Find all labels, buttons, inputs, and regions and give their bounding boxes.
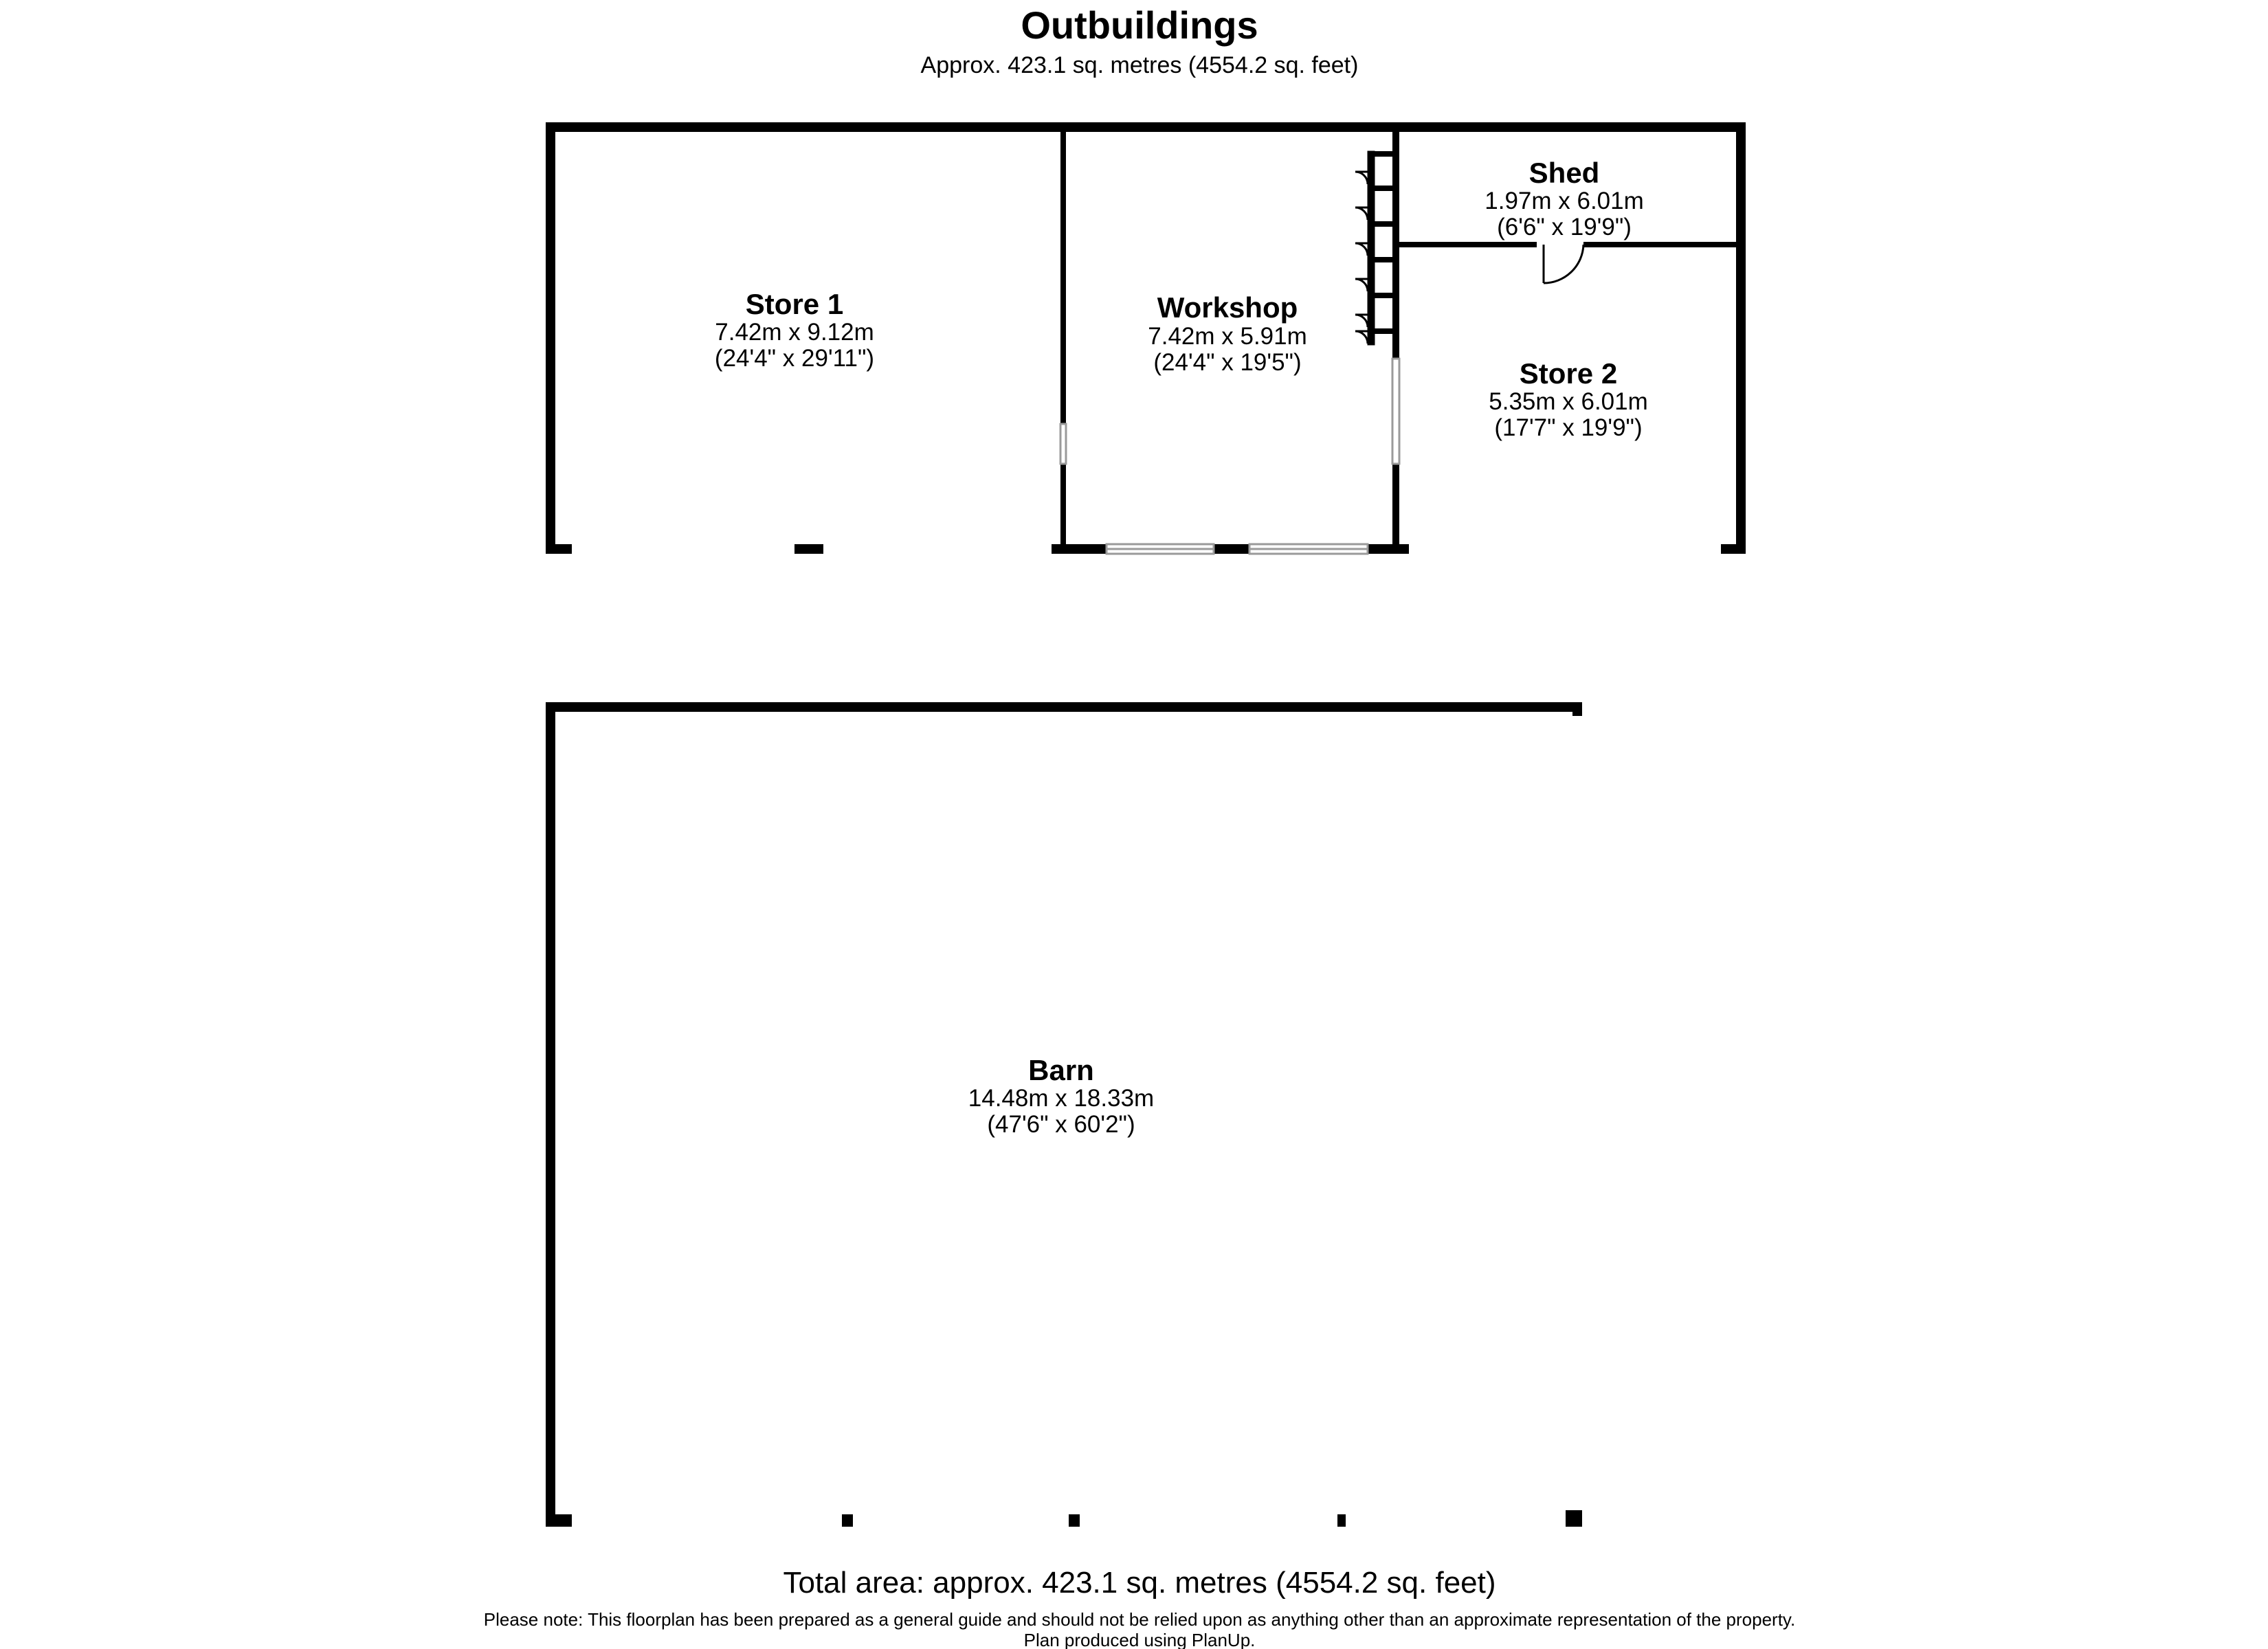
room-metric: 5.35m x 6.01m — [1489, 388, 1648, 415]
room-label-shed — [1485, 157, 1644, 240]
room-imperial: (47'6" x 60'2") — [987, 1111, 1135, 1138]
room-metric: 1.97m x 6.01m — [1485, 188, 1644, 214]
plan-title: Outbuildings — [1021, 3, 1258, 47]
shed-door — [1544, 245, 1583, 283]
room-label-store-1 — [715, 288, 874, 372]
room-name: Store 2 — [1519, 357, 1618, 390]
room-name: Store 1 — [745, 288, 844, 320]
room-label-store-2 — [1489, 357, 1648, 441]
room-imperial: (24'4" x 19'5") — [1153, 349, 1302, 376]
workshop-shelving — [1355, 151, 1392, 345]
room-label-barn — [968, 1054, 1154, 1138]
plan-subtitle: Approx. 423.1 sq. metres (4554.2 sq. feet) — [920, 52, 1359, 78]
room-name: Barn — [1028, 1054, 1094, 1086]
room-imperial: (6'6" x 19'9") — [1497, 214, 1632, 240]
room-imperial: (24'4" x 29'11") — [714, 345, 875, 372]
room-metric: 7.42m x 5.91m — [1148, 323, 1307, 350]
room-imperial: (17'7" x 19'9") — [1494, 414, 1643, 441]
total-area: Total area: approx. 423.1 sq. metres (4554.2 sq. feet) — [783, 1566, 1496, 1600]
room-label-workshop — [1148, 291, 1307, 376]
window-openings — [1060, 359, 1399, 554]
room-name: Workshop — [1157, 291, 1298, 324]
room-metric: 14.48m x 18.33m — [968, 1085, 1155, 1112]
disclaimer-note: Please note: This floorplan has been prepared as a general guide and should not be relied upon as anything other than an approximate representation of the property. — [483, 1609, 1796, 1630]
room-metric: 7.42m x 9.12m — [715, 319, 874, 346]
room-name: Shed — [1528, 157, 1600, 189]
plan-credit: Plan produced using PlanUp. — [1023, 1630, 1256, 1649]
